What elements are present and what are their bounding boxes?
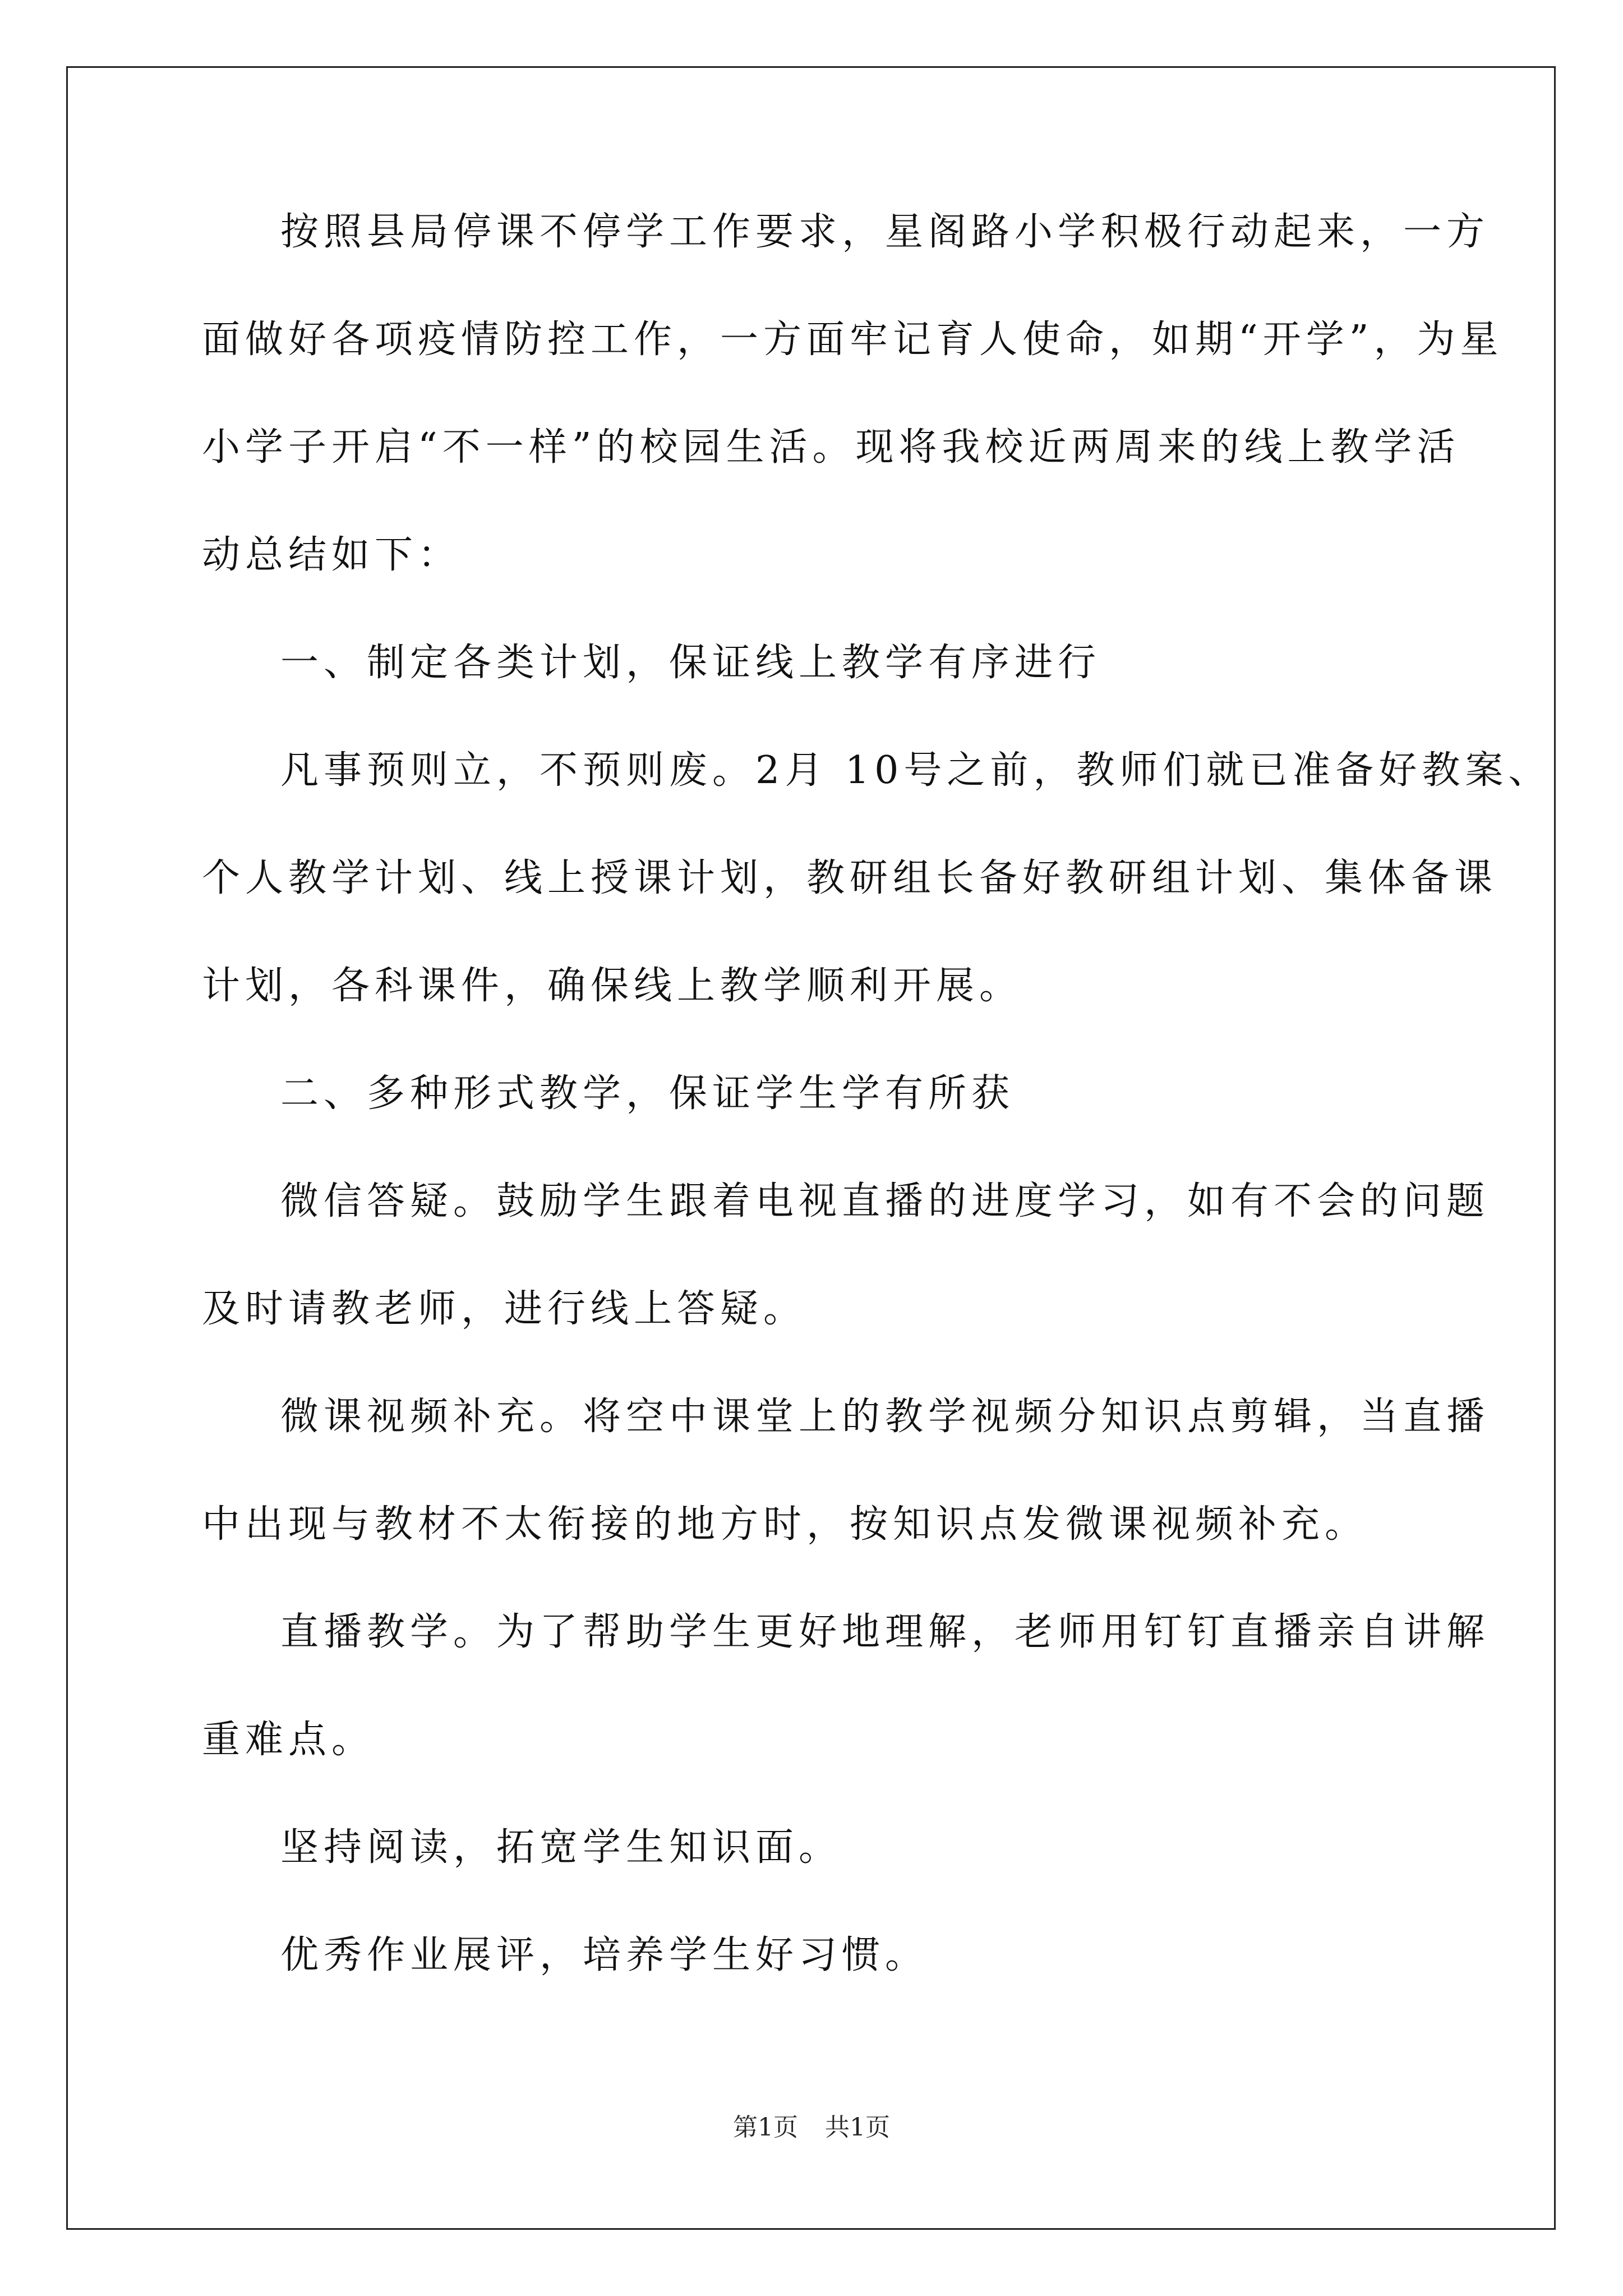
paragraph-6: 坚持阅读，拓宽学生知识面。 — [280, 1825, 842, 1870]
paragraph-3-line-2: 及时请教老师，进行线上答疑。 — [202, 1287, 807, 1331]
paragraph-4-line-2: 中出现与教材不太衔接的地方时，按知识点发微课视频补充。 — [202, 1502, 1368, 1547]
section-heading-2: 二、多种形式教学，保证学生学有所获 — [280, 1071, 1015, 1116]
page-border — [66, 66, 1556, 2230]
paragraph-7: 优秀作业展评，培养学生好习惯。 — [280, 1933, 929, 1977]
paragraph-1-line-3: 小学子开启“不一样”的校园生活。现将我校近两周来的线上教学活 — [202, 425, 1460, 470]
paragraph-2-line-3: 计划，各科课件，确保线上教学顺利开展。 — [202, 964, 1023, 1008]
paragraph-2-line-2: 个人教学计划、线上授课计划，教研组长备好教研组计划、集体备课 — [202, 856, 1498, 900]
paragraph-5-line-1: 直播教学。为了帮助学生更好地理解，老师用钉钉直播亲自讲解 — [280, 1610, 1490, 1654]
page-number: 第1页 — [733, 2113, 798, 2142]
paragraph-3-line-1: 微信答疑。鼓励学生跟着电视直播的进度学习，如有不会的问题 — [280, 1179, 1490, 1223]
paragraph-2-line-1: 凡事预则立，不预则废。2月 10号之前，教师们就已准备好教案、 — [280, 748, 1552, 793]
paragraph-1-line-2: 面做好各项疫情防控工作，一方面牢记育人使命，如期“开学”，为星 — [202, 318, 1504, 362]
page-footer — [0, 2107, 1623, 2143]
paragraph-4-line-1: 微课视频补充。将空中课堂上的教学视频分知识点剪辑，当直播 — [280, 1395, 1490, 1439]
paragraph-5-line-2: 重难点。 — [202, 1718, 375, 1762]
section-heading-1: 一、制定各类计划，保证线上教学有序进行 — [280, 641, 1101, 685]
page-total: 共1页 — [825, 2113, 890, 2142]
paragraph-1-line-1: 按照县局停课不停学工作要求，星阁路小学积极行动起来，一方 — [280, 210, 1490, 254]
paragraph-1-line-4: 动总结如下： — [202, 533, 462, 577]
